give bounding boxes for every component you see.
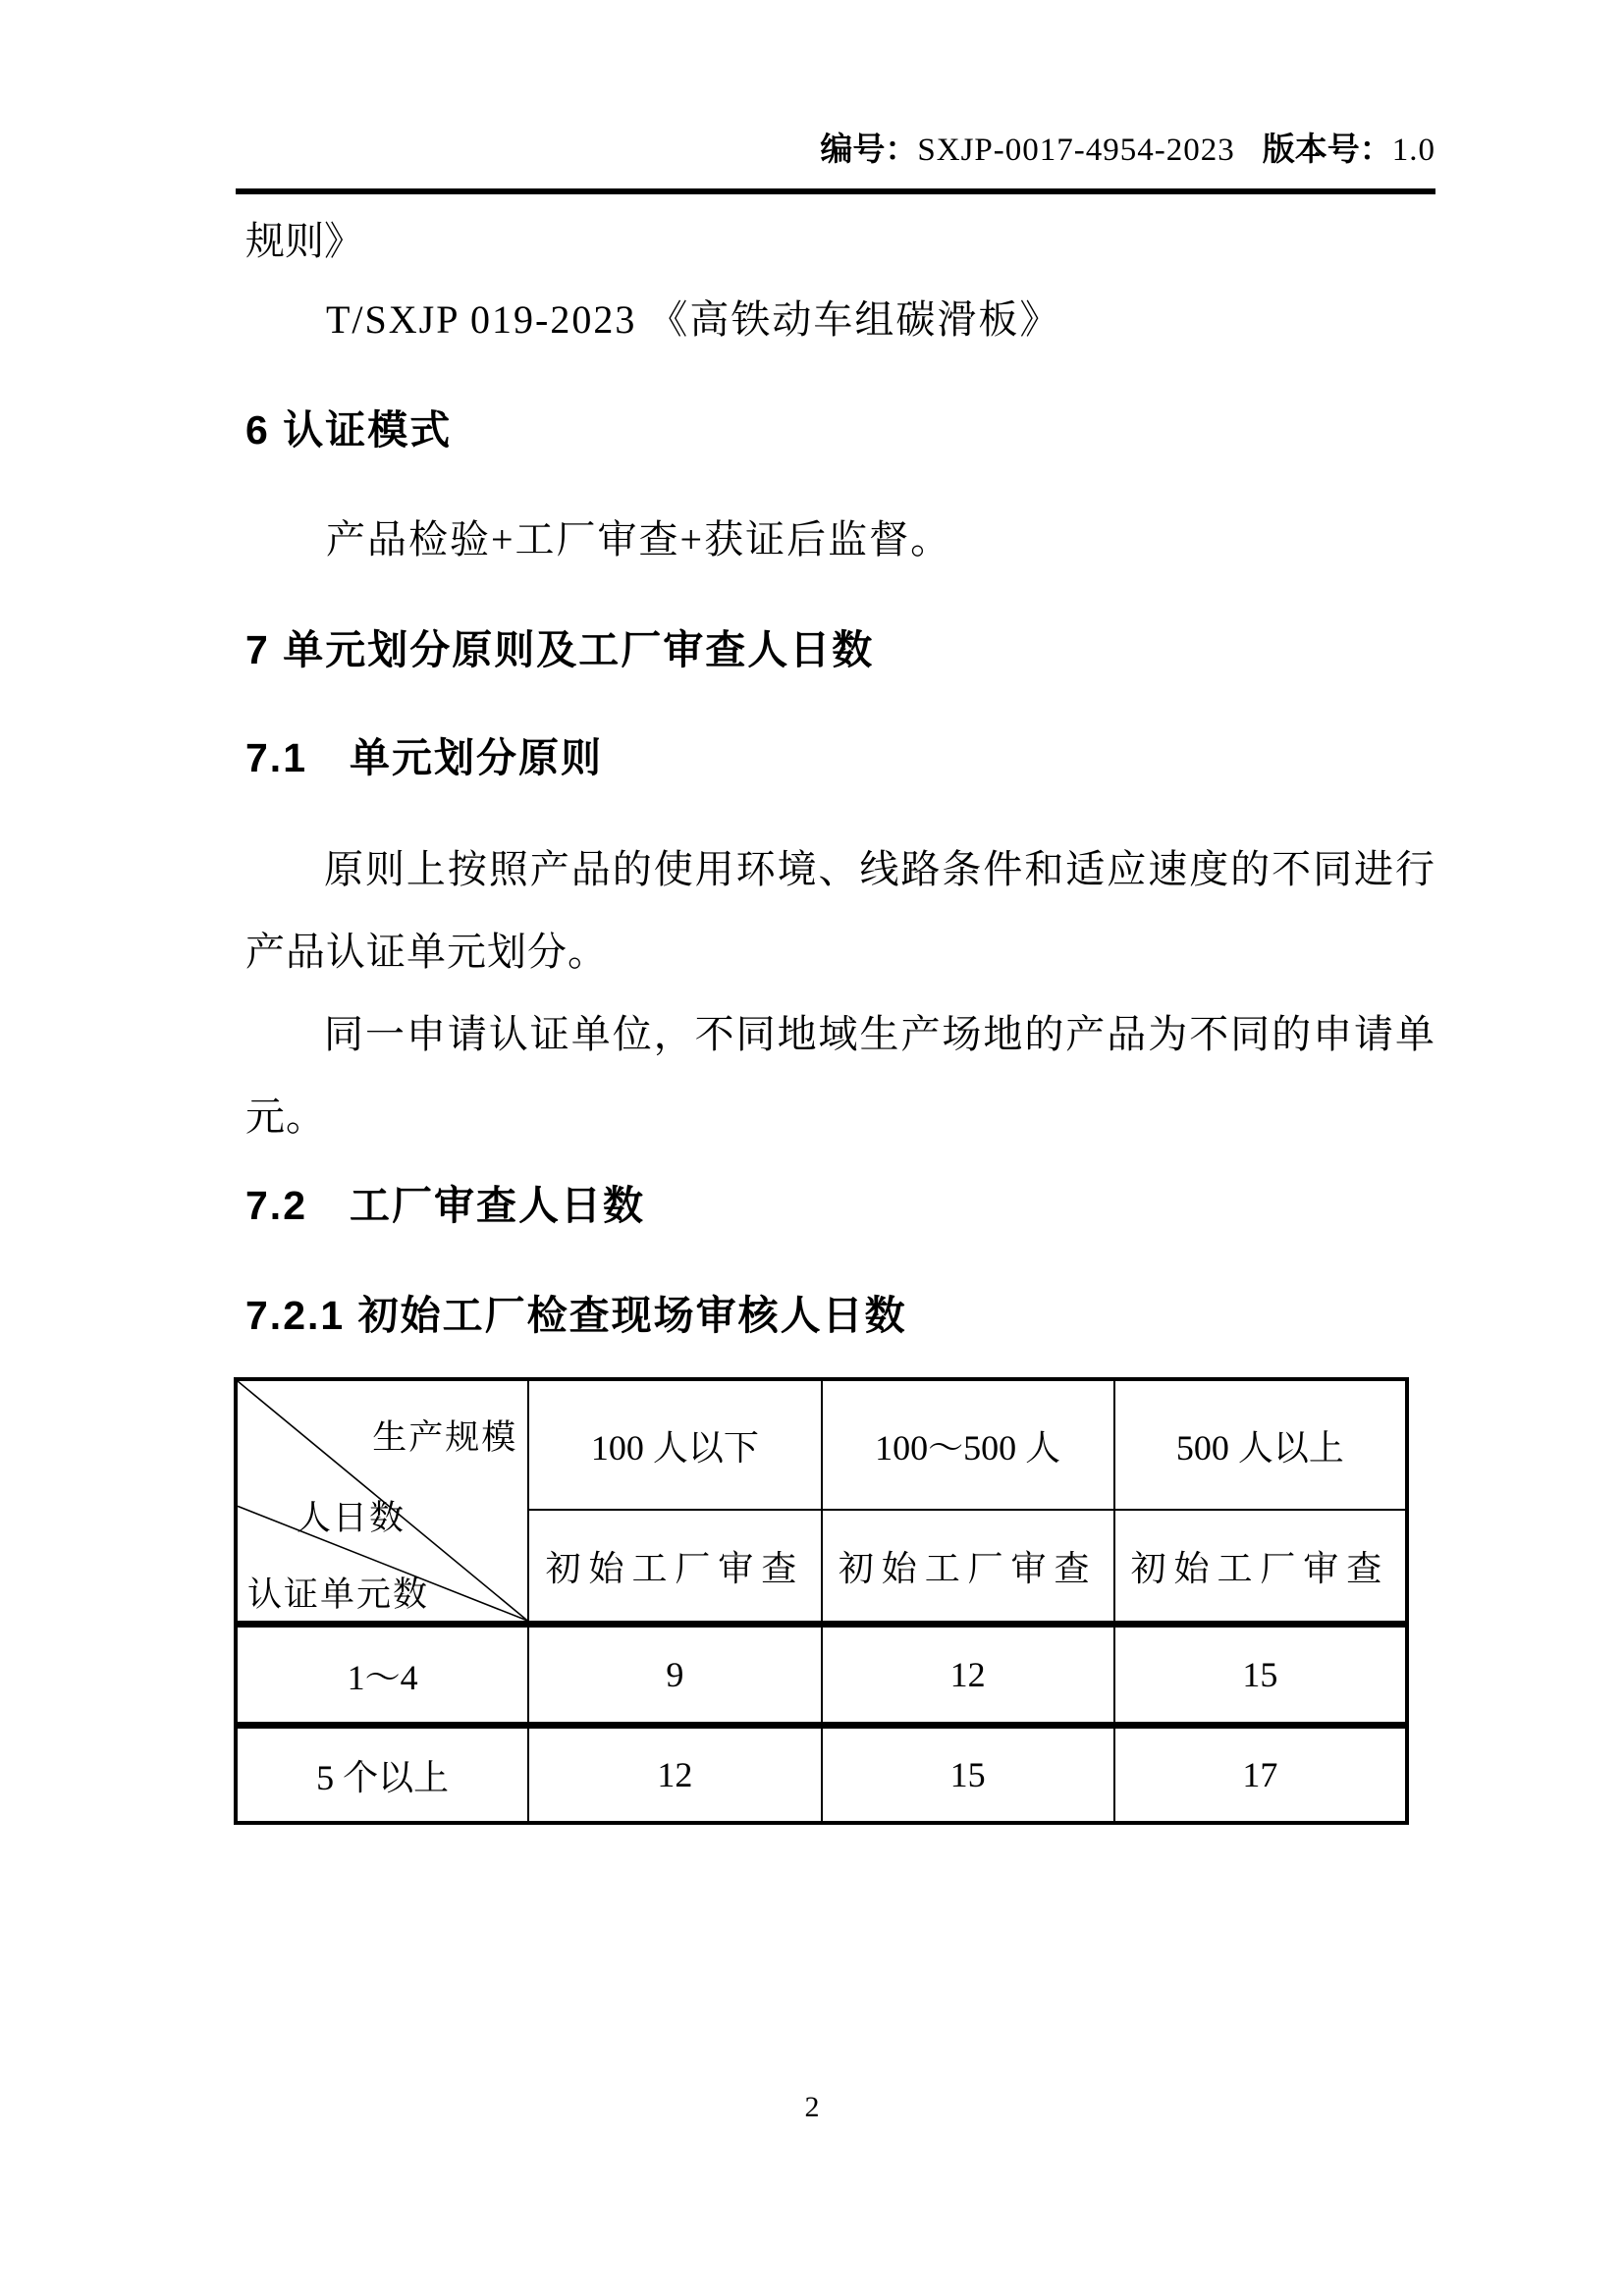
table-cell: 15 [1114, 1625, 1407, 1726]
table-cell: 12 [822, 1625, 1114, 1726]
table-col-header: 500 人以上 [1114, 1379, 1407, 1510]
audit-person-days-table [234, 1377, 1409, 1825]
corner-label-cert-units: 认证单元数 [247, 1575, 430, 1614]
version-label: 版本号： [1262, 131, 1392, 167]
section-7-1-heading: 7.1 单元划分原则 [245, 735, 603, 780]
table-col-header: 100～500 人 [822, 1379, 1114, 1510]
page-number: 2 [804, 2091, 820, 2123]
table-col-header: 100 人以下 [528, 1379, 821, 1510]
table-row-label: 5 个以上 [236, 1726, 528, 1824]
table-cell: 15 [822, 1726, 1114, 1824]
table-sub-header: 初始工厂审查 [822, 1510, 1114, 1625]
header-divider-rule [236, 188, 1435, 194]
table-row-label: 1～4 [236, 1625, 528, 1726]
section-6-text: 产品检验+工厂审查+获证后监督。 [326, 517, 952, 561]
section-7-2-1-heading: 7.2.1 初始工厂检查现场审核人日数 [245, 1293, 907, 1338]
table-cell: 9 [528, 1625, 821, 1726]
table-cell: 12 [528, 1726, 821, 1824]
version-value: 1.0 [1391, 133, 1435, 168]
section-7-1-para2: 同一申请认证单位，不同地域生产场地的产品为不同的申请单元。 [245, 1012, 1435, 1139]
table-corner-cell [236, 1379, 528, 1625]
table-sub-header: 初始工厂审查 [1114, 1510, 1407, 1625]
section-7-2-heading: 7.2 工厂审查人日数 [245, 1183, 645, 1228]
table-cell: 17 [1114, 1726, 1407, 1824]
standard-reference: T/SXJP 019-2023 《高铁动车组碳滑板》 [326, 297, 1061, 342]
section-7-1-paragraphs [245, 828, 1435, 1158]
section-7-heading: 7 单元划分原则及工厂审查人日数 [245, 627, 875, 672]
corner-label-person-days: 人日数 [297, 1499, 406, 1537]
section-7-1-para1: 原则上按照产品的使用环境、线路条件和适应速度的不同进行产品认证单元划分。 [245, 847, 1435, 974]
section-6-heading: 6 认证模式 [245, 407, 453, 453]
table-sub-header: 初始工厂审查 [528, 1510, 821, 1625]
doc-number-label: 编号： [820, 131, 918, 167]
corner-label-production-scale: 生产规模 [372, 1418, 518, 1457]
page-header [236, 124, 1435, 170]
doc-number-value: SXJP-0017-4954-2023 [917, 133, 1235, 168]
paragraph-rule-suffix: 规则》 [245, 219, 363, 263]
